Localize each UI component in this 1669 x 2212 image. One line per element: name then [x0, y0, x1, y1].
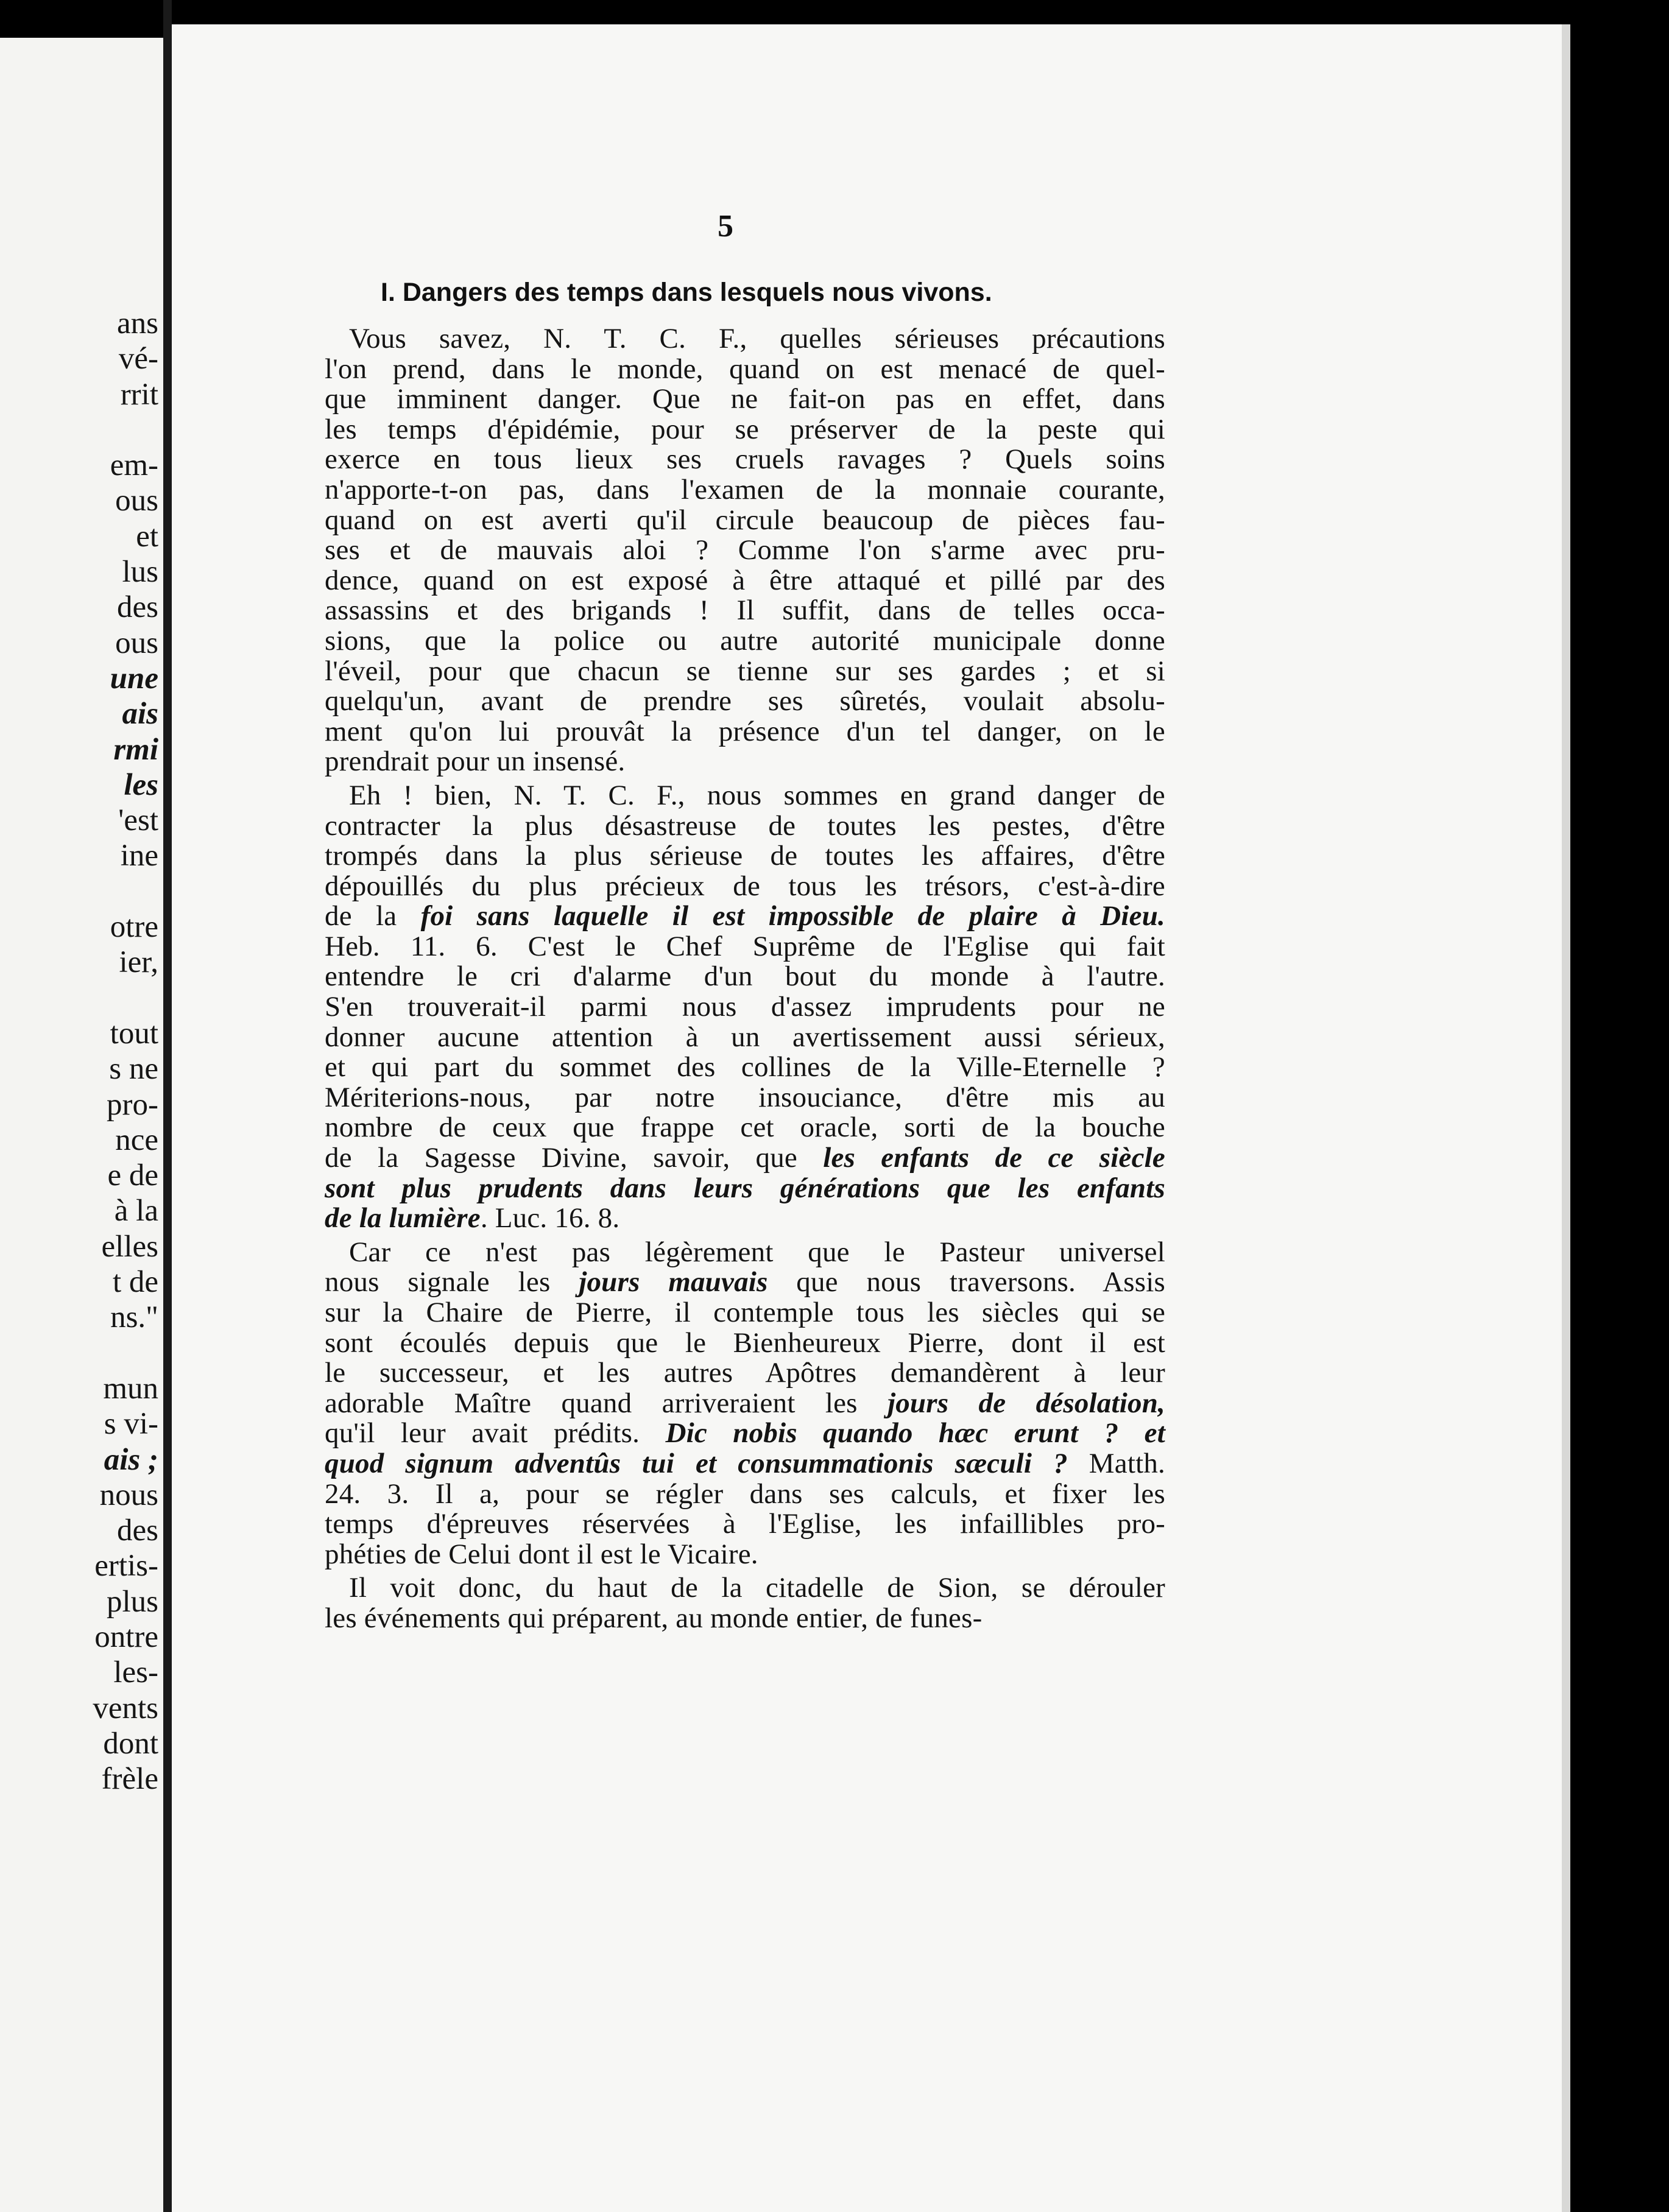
previous-page-edge — [0, 38, 163, 2212]
italic-text: foi sans laquelle il est impossible de plaire à Dieu. — [420, 900, 1165, 932]
left-page-line: e de — [107, 1158, 158, 1193]
text-run: phéties de Celui dont il est le Vicaire. — [325, 1538, 758, 1570]
italic-text: jours mauvais — [579, 1266, 768, 1298]
text-run: entendre le cri d'alarme d'un bout du monde à l'autre. — [325, 960, 1165, 993]
text-run: sions, que la police ou autre autorité municipale donne — [325, 624, 1165, 657]
text-line — [325, 962, 1165, 992]
text-line — [325, 445, 1165, 475]
left-page-line: nous — [99, 1478, 158, 1512]
text-run: ment qu'on lui prouvât la présence d'un tel danger, on le — [325, 715, 1165, 747]
left-page-line: em- — [110, 448, 158, 483]
left-page-line: les — [124, 767, 158, 802]
text-run: sur la Chaire de Pierre, il contemple tous les siècles qui se — [325, 1297, 1165, 1328]
left-page-line: ous — [115, 625, 158, 660]
text-line — [325, 354, 1165, 385]
italic-text: jours de désolation, — [887, 1387, 1166, 1419]
text-line — [325, 932, 1165, 962]
text-line — [325, 324, 1165, 354]
text-line — [325, 686, 1165, 717]
left-page-line: ertis- — [94, 1549, 158, 1583]
left-page-line: mun — [103, 1371, 158, 1406]
left-page-line: et — [136, 519, 158, 554]
text-line — [325, 1203, 1165, 1234]
left-page-line: rmi — [113, 732, 158, 767]
text-run: Matth. — [1067, 1447, 1165, 1479]
left-page-line: ans — [117, 306, 158, 340]
left-page-line: ier, — [119, 945, 158, 980]
italic-text: sont plus prudents dans leurs générations que les enfants — [325, 1172, 1165, 1204]
text-run: Vous savez, N. T. C. F., quelles sérieuses précautions — [349, 323, 1165, 354]
paragraph — [325, 1573, 1165, 1633]
left-page-line: ontre — [94, 1619, 158, 1654]
text-run: l'on prend, dans le monde, quand on est menacé de quel- — [325, 353, 1165, 385]
text-run: assassins et des brigands ! Il suffit, dans de telles occa- — [325, 594, 1165, 627]
body-text — [325, 324, 1165, 1638]
text-line — [325, 992, 1165, 1023]
text-run: Heb. 11. 6. C'est le Chef Suprême de l'Eglise qui fait — [325, 930, 1165, 962]
italic-text: Dic nobis quando hæc erunt ? et — [665, 1417, 1165, 1449]
text-run: ses et de mauvais aloi ? Comme l'on s'arme avec pru- — [325, 534, 1165, 566]
left-page-line — [12, 874, 158, 909]
text-run: dence, quand on est exposé à être attaqué et pillé par des — [325, 564, 1165, 596]
text-line — [325, 781, 1165, 811]
paragraph — [325, 324, 1165, 777]
text-run: Car ce n'est pas légèrement que le Pasteur universel — [349, 1236, 1165, 1268]
text-line — [325, 1267, 1165, 1298]
text-run: contracter la plus désastreuse de toutes les pestes, d'être — [325, 809, 1165, 842]
text-run: nous signale les — [325, 1266, 579, 1298]
text-run: prendrait pour un insensé. — [325, 745, 626, 778]
text-run: exerce en tous lieux ses cruels ravages ? Quels soins — [325, 443, 1165, 476]
text-run: qu'il leur avait prédits. — [325, 1417, 666, 1449]
left-page-line: t de — [112, 1265, 158, 1300]
text-line — [325, 1023, 1165, 1053]
text-line — [325, 841, 1165, 872]
text-line — [325, 596, 1165, 626]
text-run: 24. 3. Il a, pour se régler dans ses calculs, et fixer les — [325, 1478, 1165, 1510]
text-run: dépouillés du plus précieux de tous les trésors, c'est-à-dire — [325, 870, 1165, 902]
italic-text: les enfants de ce siècle — [823, 1142, 1165, 1174]
left-page-line: lus — [122, 555, 158, 590]
left-page-line: elles — [101, 1229, 158, 1264]
left-page-line: 'est — [118, 803, 158, 838]
left-page-line: vents — [93, 1691, 158, 1725]
text-line — [325, 1540, 1165, 1570]
text-line — [325, 1174, 1165, 1204]
text-line — [325, 1418, 1165, 1449]
paragraph — [325, 1238, 1165, 1570]
text-line — [325, 1604, 1165, 1634]
left-page-line: une — [110, 661, 158, 696]
left-page-line: pro- — [107, 1087, 158, 1122]
text-line — [325, 901, 1165, 932]
page-number: 5 — [718, 209, 733, 244]
italic-text: de la lumière — [325, 1202, 481, 1235]
book-gutter — [163, 0, 172, 2212]
text-line — [325, 811, 1165, 842]
text-line — [325, 1509, 1165, 1540]
text-run: de la Sagesse Divine, savoir, que — [325, 1142, 824, 1174]
section-heading: I. Dangers des temps dans lesquels nous vivons. — [381, 278, 992, 307]
text-run: . Luc. 16. 8. — [480, 1202, 620, 1235]
text-line — [325, 657, 1165, 687]
left-page-line: ais — [122, 697, 158, 731]
text-run: l'éveil, pour que chacun se tienne sur ses gardes ; et si — [325, 655, 1165, 687]
text-line — [325, 1389, 1165, 1419]
text-run: S'en trouverait-il parmi nous d'assez imprudents pour ne — [325, 991, 1165, 1023]
left-page-line: tout — [110, 1016, 158, 1051]
text-line — [325, 1083, 1165, 1113]
text-run: que nous traversons. Assis — [767, 1266, 1165, 1298]
text-line — [325, 1238, 1165, 1268]
text-line — [325, 747, 1165, 777]
text-run: les événements qui préparent, au monde entier, de funes- — [325, 1602, 983, 1634]
text-line — [325, 415, 1165, 445]
left-page-line: nce — [115, 1122, 158, 1157]
left-page-line: dont — [103, 1726, 158, 1761]
text-line — [325, 535, 1165, 566]
text-run: nombre de ceux que frappe cet oracle, sorti de la bouche — [325, 1111, 1165, 1144]
left-page-line: des — [117, 1513, 158, 1548]
text-run: Il voit donc, du haut de la citadelle de Sion, se dérouler — [349, 1572, 1165, 1604]
left-page-line: plus — [106, 1584, 158, 1619]
text-run: donner aucune attention à un avertissement aussi sérieux, — [325, 1021, 1165, 1053]
text-run: Eh ! bien, N. T. C. F., nous sommes en grand danger de — [349, 779, 1165, 811]
text-line — [325, 1328, 1165, 1359]
left-page-line: s ne — [109, 1052, 158, 1087]
left-page-line: frèle — [101, 1762, 158, 1797]
previous-page-text — [12, 306, 158, 1797]
left-page-line — [12, 1336, 158, 1371]
text-line — [325, 384, 1165, 415]
text-run: adorable Maître quand arriveraient les — [325, 1387, 887, 1419]
left-page-line: s vi- — [104, 1407, 158, 1442]
left-page-line: ous — [115, 484, 158, 518]
text-run: les temps d'épidémie, pour se préserver de la peste qui — [325, 413, 1165, 445]
text-run: Mériterions-nous, par notre insouciance, d'être mis au — [325, 1081, 1165, 1113]
text-run: quand on est averti qu'il circule beaucoup de pièces fau- — [325, 504, 1165, 536]
left-page-line: vé- — [118, 342, 158, 376]
paragraph — [325, 781, 1165, 1234]
italic-text: quod signum adventûs tui et consummationis sæculi ? — [325, 1447, 1068, 1479]
left-page-line: otre — [110, 910, 158, 945]
text-line — [325, 1573, 1165, 1604]
text-run: trompés dans la plus sérieuse de toutes les affaires, d'être — [325, 840, 1165, 872]
text-run: temps d'épreuves réservées à l'Eglise, les infaillibles pro- — [325, 1508, 1165, 1540]
text-line — [325, 566, 1165, 596]
page-edge-shadow — [1562, 24, 1570, 2212]
left-page-line: les- — [113, 1655, 158, 1690]
text-run: quelqu'un, avant de prendre ses sûretés, voulait absolu- — [325, 685, 1165, 717]
text-line — [325, 717, 1165, 747]
text-line — [325, 1298, 1165, 1328]
left-page-line — [12, 412, 158, 448]
text-line — [325, 1113, 1165, 1143]
text-run: sont écoulés depuis que le Bienheureux Pierre, dont il est — [325, 1326, 1165, 1359]
text-line — [325, 475, 1165, 505]
text-line — [325, 1052, 1165, 1083]
left-page-line: ine — [120, 839, 158, 873]
left-page-line — [12, 981, 158, 1016]
text-line — [325, 1358, 1165, 1389]
text-line — [325, 626, 1165, 657]
text-line — [325, 1449, 1165, 1479]
text-run: de la — [325, 900, 421, 932]
text-line — [325, 872, 1165, 902]
left-page-line: ns." — [110, 1300, 158, 1335]
text-run: le successeur, et les autres Apôtres demandèrent à leur — [325, 1357, 1165, 1389]
text-line — [325, 1143, 1165, 1174]
left-page-line: ais ; — [104, 1442, 158, 1477]
left-page-line: à la — [114, 1194, 158, 1228]
text-run: et qui part du sommet des collines de la Ville-Eternelle ? — [325, 1051, 1165, 1083]
text-run: n'apporte-t-on pas, dans l'examen de la monnaie courante, — [325, 473, 1165, 505]
text-line — [325, 505, 1165, 536]
text-line — [325, 1479, 1165, 1510]
left-page-line: rrit — [120, 377, 158, 412]
text-run: que imminent danger. Que ne fait-on pas en effet, dans — [325, 383, 1165, 415]
left-page-line: des — [117, 590, 158, 625]
